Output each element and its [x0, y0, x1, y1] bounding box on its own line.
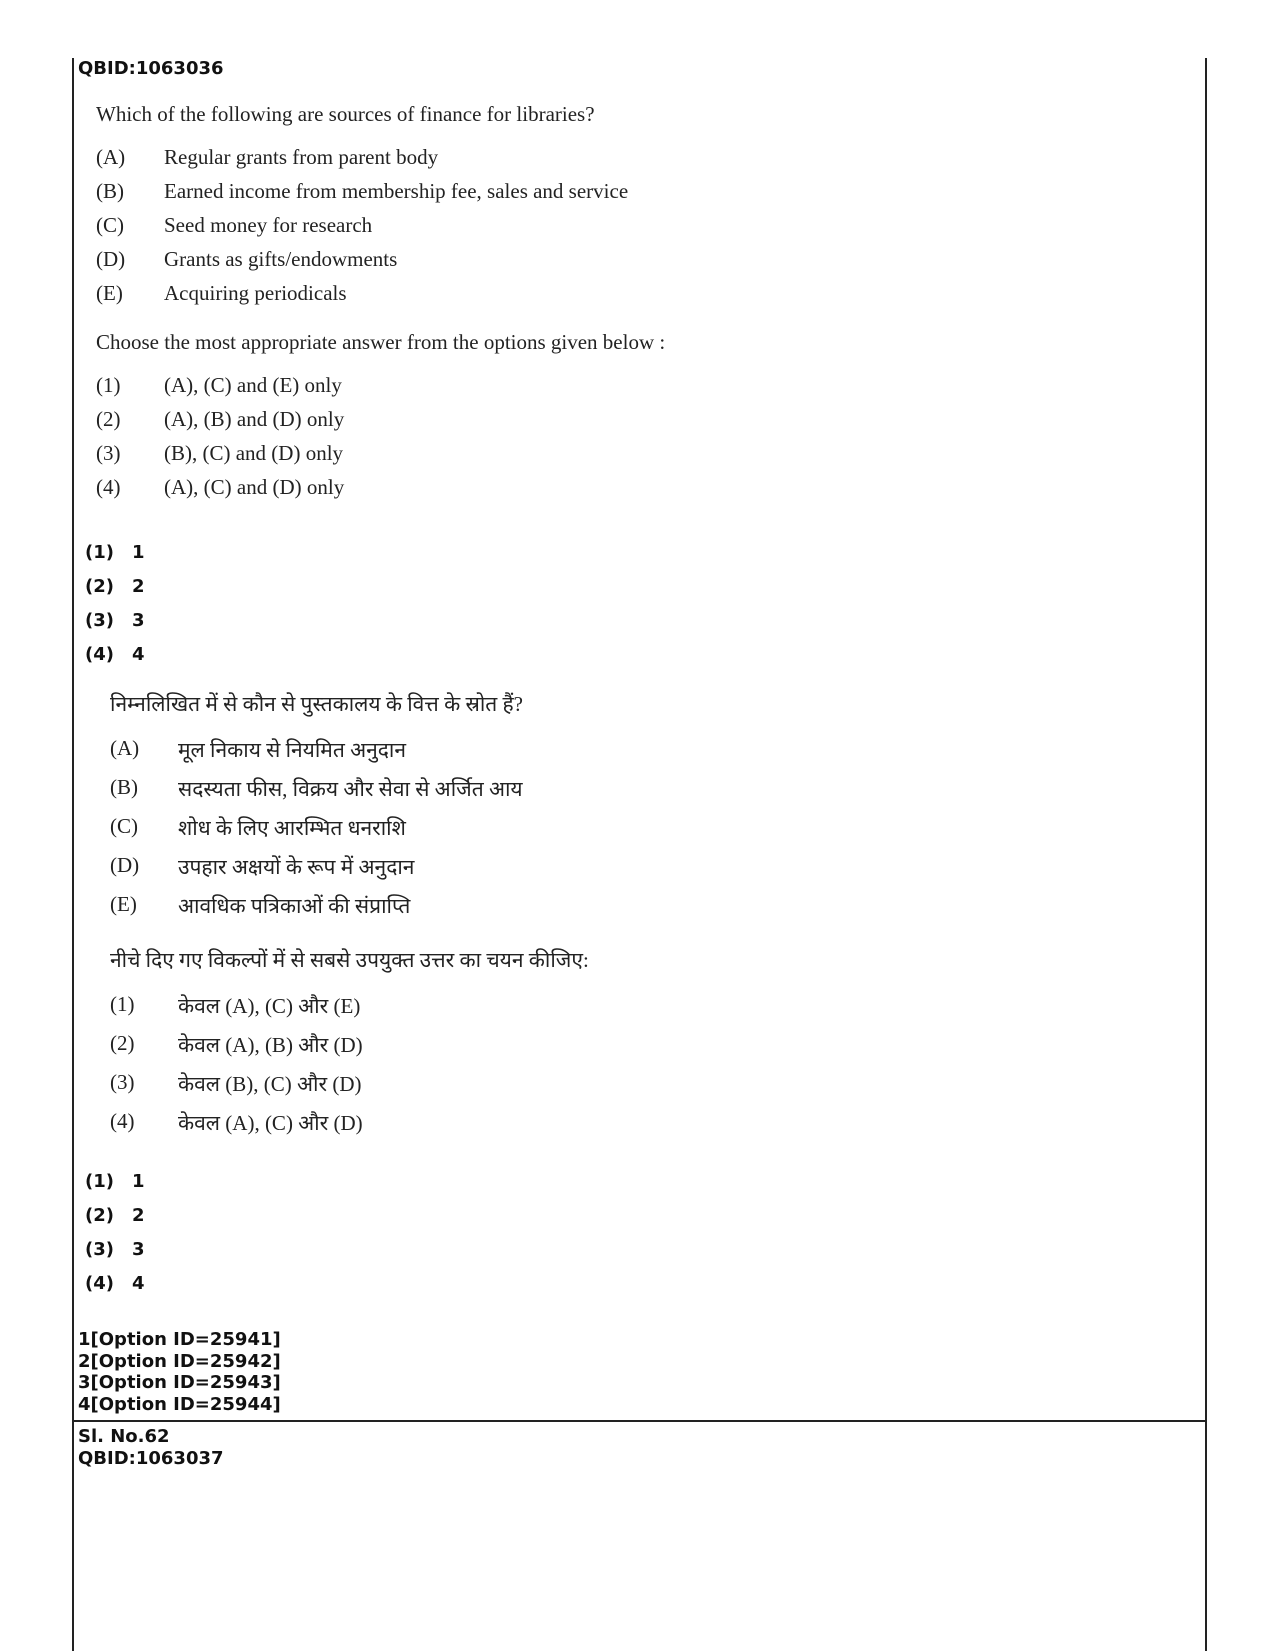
statement-label: (A) [96, 145, 126, 169]
option-id: 3[Option ID=25943] [78, 1372, 281, 1393]
answer-option-label: (4) [85, 644, 114, 665]
answer-option[interactable] [85, 542, 145, 563]
option-id: 4[Option ID=25944] [78, 1393, 281, 1415]
statement-label: (E) [96, 281, 123, 305]
question-text-english: Which of the following are sources of finance for libraries? [96, 102, 595, 126]
statement-label: (D) [110, 853, 140, 877]
choice-text: केवल (A), (B) और (D) [178, 1033, 363, 1057]
statement-label: (A) [110, 736, 140, 760]
choice-label: (4) [110, 1109, 135, 1133]
choice-text: केवल (A), (C) और (D) [178, 1111, 363, 1135]
statement-text: Grants as gifts/endowments [164, 247, 398, 271]
qbid-label: QBID:1063037 [78, 1448, 224, 1469]
choice-label: (1) [96, 373, 121, 397]
choice-text: केवल (A), (C) और (E) [178, 994, 361, 1018]
choice-text: (A), (C) and (D) only [164, 475, 345, 499]
answer-option-value: 1 [132, 1171, 145, 1192]
statement-text: मूल निकाय से नियमित अनुदान [178, 738, 407, 762]
statement-label: (B) [110, 775, 138, 799]
choice-label: (4) [96, 475, 121, 499]
statement-text: सदस्यता फीस, विक्रय और सेवा से अर्जित आय [178, 777, 523, 801]
statement-label: (C) [110, 814, 138, 838]
right-border [1205, 58, 1207, 1651]
choice-text: (B), (C) and (D) only [164, 441, 344, 465]
answer-option-value: 3 [132, 610, 145, 631]
answer-option-value: 3 [132, 1239, 145, 1260]
statement-text: Regular grants from parent body [164, 145, 439, 169]
statement-label: (B) [96, 179, 124, 203]
answer-option-value: 4 [132, 1273, 145, 1294]
answer-option-value: 1 [132, 542, 145, 563]
statement-label: (C) [96, 213, 124, 237]
answer-option[interactable] [85, 610, 145, 631]
answer-option-label: (1) [85, 542, 114, 563]
answer-option-value: 2 [132, 576, 145, 597]
answer-option-label: (2) [85, 1205, 114, 1226]
answer-option-label: (3) [85, 610, 114, 631]
choice-label: (2) [96, 407, 121, 431]
answer-option-label: (4) [85, 1273, 114, 1294]
answer-option[interactable] [85, 644, 145, 665]
answer-option[interactable] [85, 1273, 145, 1294]
answer-option-label: (2) [85, 576, 114, 597]
answer-option-value: 2 [132, 1205, 145, 1226]
choice-label: (3) [96, 441, 121, 465]
answer-option-label: (3) [85, 1239, 114, 1260]
section-divider [72, 1420, 1207, 1422]
instruction-hindi: नीचे दिए गए विकल्पों में से सबसे उपयुक्त उत्तर का चयन कीजिए: [110, 948, 589, 972]
statement-label: (D) [96, 247, 126, 271]
statement-text: शोध के लिए आरम्भित धनराशि [178, 816, 406, 840]
answer-option[interactable] [85, 576, 145, 597]
answer-option-value: 4 [132, 644, 145, 665]
option-id-list [78, 1329, 281, 1415]
choice-text: (A), (C) and (E) only [164, 373, 342, 397]
choice-text: केवल (B), (C) और (D) [178, 1072, 362, 1096]
option-id: 2[Option ID=25942] [78, 1350, 281, 1372]
next-question-header [78, 1426, 224, 1470]
answer-option-label: (1) [85, 1171, 114, 1192]
choice-text: (A), (B) and (D) only [164, 407, 345, 431]
choice-label: (1) [110, 992, 135, 1016]
choice-label: (3) [110, 1070, 135, 1094]
answer-option[interactable] [85, 1171, 145, 1192]
statement-text: आवधिक पत्रिकाओं की संप्राप्ति [178, 894, 411, 918]
answer-option[interactable] [85, 1239, 145, 1260]
question-text-hindi: निम्नलिखित में से कौन से पुस्तकालय के वित्त के स्रोत हैं? [110, 692, 523, 716]
instruction-english: Choose the most appropriate answer from the options given below : [96, 330, 666, 354]
statement-text: Earned income from membership fee, sales and service [164, 179, 629, 203]
choice-label: (2) [110, 1031, 135, 1055]
option-id: 1[Option ID=25941] [78, 1329, 281, 1350]
serial-number: Sl. No.62 [78, 1426, 170, 1447]
statement-text: उपहार अक्षयों के रूप में अनुदान [178, 855, 415, 879]
left-border [72, 58, 74, 1651]
statement-label: (E) [110, 892, 137, 916]
qbid-label: QBID:1063036 [78, 58, 224, 79]
answer-option[interactable] [85, 1205, 145, 1226]
statement-text: Seed money for research [164, 213, 373, 237]
statement-text: Acquiring periodicals [164, 281, 347, 305]
